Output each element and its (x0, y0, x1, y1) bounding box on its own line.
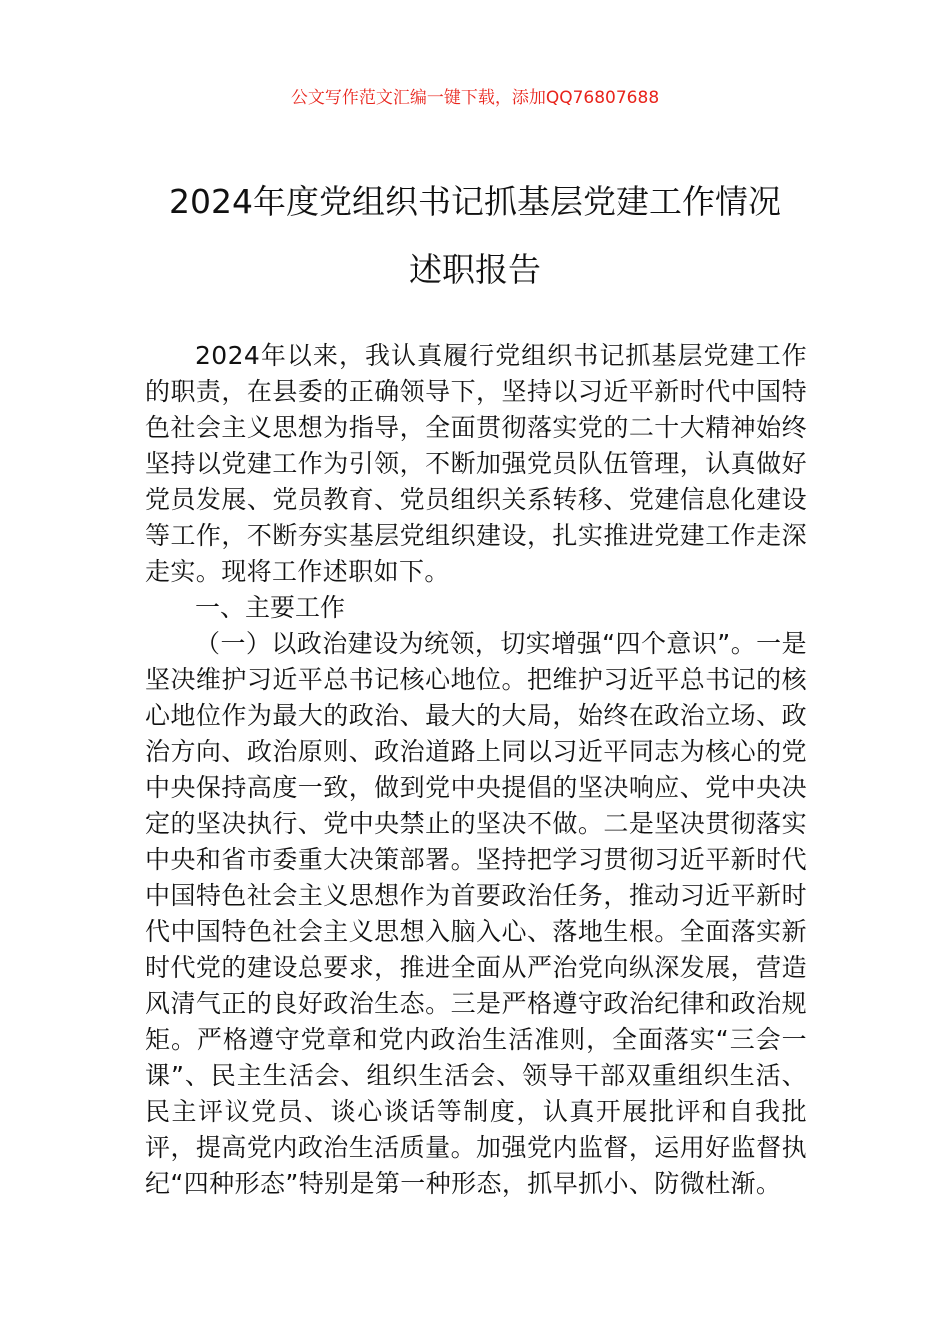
section-heading: 一、主要工作 (195, 593, 346, 622)
document-title-line-2: 述职报告 (409, 250, 541, 289)
section-paragraph: （一）以政治建设为统领，切实增强“四个意识”。一是坚决维护习近平总书记核心地位。把维护习近平总书记的核心地位作为最大的政治、最大的大局，始终在政治立场、政治方向、政治原则、政治道路上同以习近平同志为核心的党中央保持高度一致，做到党中央提倡的坚决响应、党中央决定的坚决执行、党中央禁止的坚决不做。二是坚决贯彻落实中央和省市委重大决策部署。坚持把学习贯彻习近平新时代中国特色社会主义思想作为首要政治任务，推动习近平新时代中国特色社会主义思想入脑入心、落地生根。全面落实新时代党的建设总要求，推进全面从严治党向纵深发展，营造风清气正的良好政治生态。三是严格遵守政治纪律和政治规矩。严格遵守党章和党内政治生活准则，全面落实“三会一课”、民主生活会、组织生活会、领导干部双重组织生活、民主评议党员、谈心谈话等制度，认真开展批评和自我批评，提高党内政治生活质量。加强党内监督，运用好监督执纪“四种形态”特别是第一种形态，抓早抓小、防微杜渐。 (145, 629, 807, 1198)
promo-banner[interactable]: 公文写作范文汇编一键下载，添加QQ76807688 (290, 88, 660, 108)
document-title-line-1: 2024年度党组织书记抓基层党建工作情况 (169, 182, 781, 221)
intro-paragraph: 2024年以来，我认真履行党组织书记抓基层党建工作的职责，在县委的正确领导下，坚持以习近平新时代中国特色社会主义思想为指导，全面贯彻落实党的二十大精神始终坚持以党建工作为引领，不断加强党员队伍管理，认真做好党员发展、党员教育、党员组织关系转移、党建信息化建设等工作，不断夯实基层党组织建设，扎实推进党建工作走深走实。现将工作述职如下。 (145, 341, 807, 586)
document-body (145, 338, 807, 1202)
